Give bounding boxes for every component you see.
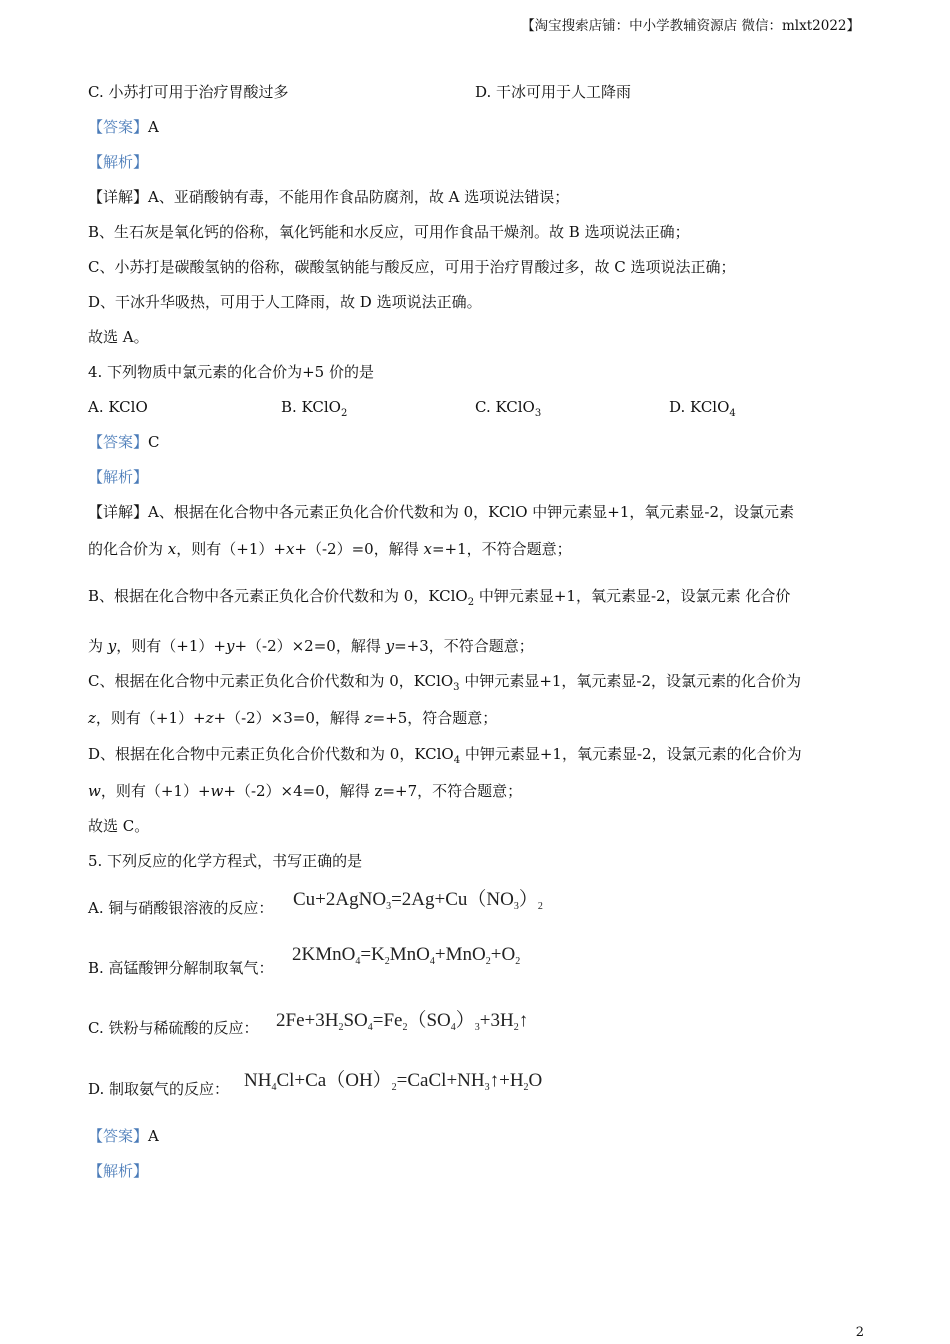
- q4-option-a: A. KClO: [88, 398, 148, 416]
- q3-detail-c: C、小苏打是碳酸氢钠的俗称，碳酸氢钠能与酸反应，可用于治疗胃酸过多，故 C 选项说法正确；: [88, 258, 736, 276]
- q4-option-d: D. KClO$_4$: [669, 398, 736, 419]
- detail-tag: 【详解】: [88, 188, 149, 206]
- q4-detail-b-line1: B、根据在化合物中各元素正负化合价代数和为 0，KClO$_2$ 中钾元素显+1，氧元素显-2，设氯元素 化合价: [88, 587, 791, 608]
- q4-detail-c-line1: C、根据在化合物中元素正负化合价代数和为 0，KClO$_3$ 中钾元素显+1，氧元素显-2，设氯元素的化合价为: [88, 672, 802, 693]
- answer-value: C: [148, 433, 160, 451]
- q4-detail-d-line2: w，则有（+1）+w+（-2）×4=0，解得 z=+7，不符合题意；: [88, 782, 523, 800]
- q4-conclusion: 故选 C。: [88, 817, 150, 835]
- answer-tag: 【答案】: [88, 118, 149, 136]
- q4-answer: [88, 432, 860, 452]
- q5-equation-b: $2KMnO_4=K_2MnO_4+MnO_2+O_2$: [292, 944, 521, 967]
- q5-answer: [88, 1126, 860, 1146]
- answer-value: A: [148, 1127, 159, 1145]
- q4-detail-d-line1: D、根据在化合物中元素正负化合价代数和为 0，KClO$_4$ 中钾元素显+1，氧元素显-2，设氯元素的化合价为: [88, 745, 802, 766]
- q4-detail-c-line2: z，则有（+1）+z+（-2）×3=0，解得 z=+5，符合题意；: [88, 709, 498, 727]
- q4-detail-a-line2: 的化合价为 x，则有（+1）+x+（-2）=0，解得 x=+1，不符合题意；: [88, 540, 572, 558]
- q4-option-c: C. KClO$_3$: [475, 398, 542, 419]
- q4-analysis-tag: 【解析】: [88, 468, 149, 486]
- answer-tag: 【答案】: [88, 1127, 149, 1145]
- q5-equation-c: $2Fe+3H_2SO_4=Fe_2(SO_4)_3+3H_2↑$: [276, 1010, 529, 1033]
- q3-analysis-tag: 【解析】: [88, 153, 149, 171]
- q3-option-c: C. 小苏打可用于治疗胃酸过多: [88, 83, 289, 101]
- q5-stem: 5. 下列反应的化学方程式，书写正确的是: [88, 852, 363, 870]
- q5-equation-a: $Cu+2AgNO_3=2Ag+Cu(NO_3)_2$: [293, 889, 543, 912]
- page-number: 2: [855, 1325, 864, 1340]
- answer-value: A: [148, 118, 159, 136]
- q3-answer: [88, 117, 860, 137]
- q3-option-d: D. 干冰可用于人工降雨: [475, 83, 632, 101]
- q3-detail-a: [88, 187, 860, 207]
- detail-tag: 【详解】: [88, 503, 149, 521]
- q5-equation-d: $NH_4Cl+Ca(OH)_2=CaCl+NH_3↑+H_2O$: [244, 1070, 543, 1093]
- q5-option-c-label: C. 铁粉与稀硫酸的反应：: [88, 1019, 259, 1037]
- q5-option-d-label: D. 制取氨气的反应：: [88, 1080, 230, 1098]
- q5-option-b-label: B. 高锰酸钾分解制取氧气：: [88, 959, 274, 977]
- q4-option-b: B. KClO$_2$: [281, 398, 348, 419]
- q4-stem: 4. 下列物质中氯元素的化合价为+5 价的是: [88, 363, 374, 381]
- q4-detail-b-line2: 为 y，则有（+1）+y+（-2）×2=0，解得 y=+3，不符合题意；: [88, 637, 534, 655]
- q3-conclusion: 故选 A。: [88, 328, 149, 346]
- q3-options-row: [88, 82, 860, 102]
- q3-detail-b: B、生石灰是氧化钙的俗称，氧化钙能和水反应，可用作食品干燥剂。故 B 选项说法正确；: [88, 223, 690, 241]
- q5-option-a-label: A. 铜与硝酸银溶液的反应：: [88, 899, 274, 917]
- answer-tag: 【答案】: [88, 433, 149, 451]
- q4-options-row: [88, 397, 860, 417]
- page-header: 【淘宝搜索店铺：中小学教辅资源店 微信：mlxt2022】: [521, 18, 860, 34]
- q5-analysis-tag: 【解析】: [88, 1162, 149, 1180]
- q3-detail-d: D、干冰升华吸热，可用于人工降雨，故 D 选项说法正确。: [88, 293, 482, 311]
- q4-detail-a-line1: 【详解】A、根据在化合物中各元素正负化合价代数和为 0，KClO 中钾元素显+1，氧元素显-2，设氯元素: [88, 503, 795, 521]
- detail-text: A、亚硝酸钠有毒，不能用作食品防腐剂，故 A 选项说法错误；: [148, 188, 570, 206]
